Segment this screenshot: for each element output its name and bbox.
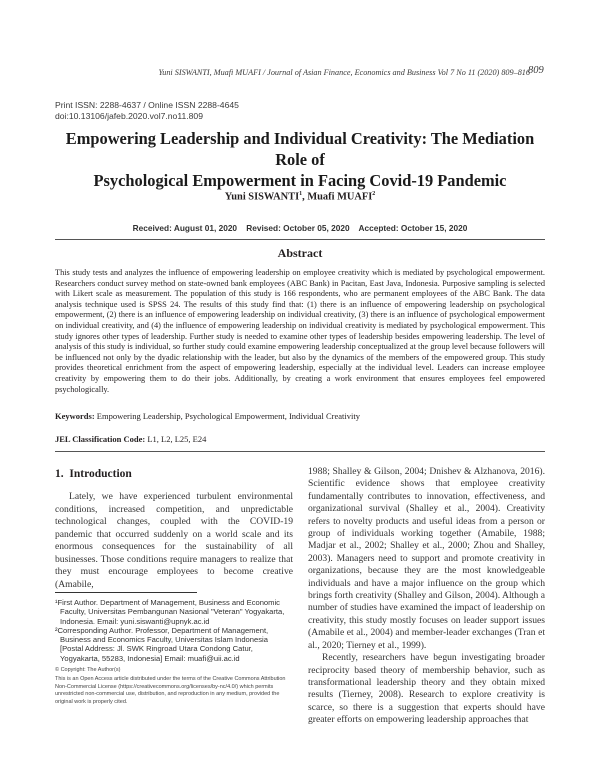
author-separator: , xyxy=(302,191,308,203)
title-line-2: Psychological Empowerment in Facing Covid-19 Pandemic xyxy=(93,171,507,190)
intro-left-text: Lately, we have experienced turbulent environmental conditions, increased competition, and unpredictable technological changes, coupled with the COVID-19 pandemic that occurred suddenly on a world scale and its enormous consequences for the sustainability of all businesses. Those conditions require managers to realize that they must encourage employees to become creative (Amabile, xyxy=(55,491,293,590)
abstract-top-rule xyxy=(55,239,545,240)
keywords-label: Keywords: xyxy=(55,411,95,421)
footnote-2-rest: Business and Economics Faculty, Universitas Islam Indonesia [Postal Address: Jl. SWK Ringroad Utara Condong Catur, Yogyakarta, 55283, Indonesia] Email: muafi@uii.ac.id xyxy=(60,635,268,663)
intro-right-paragraph-1: 1988; Shalley & Gilson, 2004; Dnishev & Alzhanova, 2016). Scientific evidence shows that employee creativity fundamentally contributes to innovation, effectiveness, and organizational survival (Shalley et al., 2004). Creativity refers to novelty products and useful ideas from a person or group of individuals working together (Amabile, 1988; Madjar et al., 2002; Shalley et al., 2000; Zhou and Shalley, 2003). Managers need to support and promote creativity in organizations, because they are the most knowledgeable individuals and have a major influence on the group which brings forth creativity (Shalley and Gilson, 2004). Although a number of studies have examined the impact of leadership on creativity, this study mostly focuses on leader support issues (Amabile et al., 2004) and member-leader exchanges (Tran et al., 2020; Tierney et al., 1999). xyxy=(308,466,545,651)
footnote-2-first-line: ²Corresponding Author. Professor, Department of Management, xyxy=(55,625,269,635)
author-2: Muafi MUAFI xyxy=(307,191,373,203)
footnote-1-rest: Faculty, Universitas Pembangunan Nasional "Veteran" Yogyakarta, Indonesia. Email: yuni.siswanti@upnyk.ac.id xyxy=(60,607,285,626)
abstract-body: This study tests and analyzes the influence of empowering leadership on employee creativity which is mediated by psychological empowerment. Researchers conduct survey method on state-owned bank employees (ABC Bank) in Pacitan, East Java, Indonesia. Purposive sampling is selected with Likert scale as measurement. The population of this study is 166 respondents, who are permanent employees of the ABC Bank. The data analysis technique used is SPSS 24. The results of this study find that: (1) there is an influence of empowering leadership on psychological empowerment, (2) there is an influence of empowering leadership on individual creativity, (3) there is an influence of psychological empowerment on individual creativity, and (4) the influence of empowering leadership on individual creativity is mediated by psychological empowerment. This study ignores other types of leadership. Further study is needed to examine other types of leadership besides empowering leadership. The level of analysis of this study is individual, so further study could examine empowering leadership conceptualized at the group level because followers will be influenced not only by the dyadic relationship with the leader, but also by the dynamics of the members of the empowered group. This study provides theoretical enrichment from the aspect of empowering leadership, especially at the individual level. Leaders can increase employee creativity by empowering them to do their jobs. Additionally, by creating a work environment that ensures employees feel empowered psychologically. xyxy=(55,268,545,394)
title-line-1: Empowering Leadership and Individual Creativity: The Mediation Role of xyxy=(65,129,535,169)
abstract-bottom-rule xyxy=(55,451,545,452)
copyright-notice xyxy=(55,667,293,706)
author-1: Yuni SISWANTI xyxy=(224,191,300,203)
doi-line: doi:10.13106/jafeb.2020.vol7.no11.809 xyxy=(55,111,203,121)
jel-label: JEL Classification Code: xyxy=(55,434,146,444)
footnotes xyxy=(55,598,293,663)
footnote-2 xyxy=(55,626,293,663)
copyright-line: © Copyright: The Author(s) xyxy=(55,667,121,673)
license-text: This is an Open Access article distributed under the terms of the Creative Commons Attribution Non-Commercial License (https://creativecommons.org/licenses/by-nc/4.0/) which permits unrestricted non-commercial use, distribution, and reproduction in any medium, provided the original work is properly cited. xyxy=(55,676,286,705)
author-list xyxy=(50,191,550,202)
footnote-1 xyxy=(55,598,293,626)
abstract-heading: Abstract xyxy=(277,246,323,260)
author-2-affiliation-mark: 2 xyxy=(372,191,376,197)
footnote-1-first-line: ¹First Author. Department of Management, Business and Economic xyxy=(55,598,280,607)
intro-right-paragraph-2 xyxy=(308,652,545,726)
intro-right-column xyxy=(308,466,545,727)
page-number: 809 xyxy=(528,65,544,76)
paper-title xyxy=(50,128,550,191)
keywords-text: Empowering Leadership, Psychological Empowerment, Individual Creativity xyxy=(94,411,360,421)
intro-left-paragraph xyxy=(55,491,293,591)
intro-right-paragraph-2-text: Recently, researchers have begun investigating broader reciprocity based theory of membership behavior, such as transformational leadership theory and they obtain mixed results (Tierney, 2008). Research to explore creativity is scarce, so there is a suggestion that experts should have greater efforts on empowering leadership approaches that xyxy=(308,652,545,726)
keywords xyxy=(55,411,545,421)
jel-text: L1, L2, L25, E24 xyxy=(145,434,207,444)
running-header: Yuni SISWANTI, Muafi MUAFI / Journal of Asian Finance, Economics and Business Vol 7 No 11 (2020) 809–816 xyxy=(158,68,530,77)
issn-block xyxy=(55,100,239,122)
issn-line: Print ISSN: 2288-4637 / Online ISSN 2288-4645 xyxy=(55,100,239,110)
section-heading-introduction: 1. Introduction xyxy=(55,468,132,480)
author-1-affiliation-mark: 1 xyxy=(299,191,303,197)
jel-codes xyxy=(55,434,545,444)
submission-dates: Received: August 01, 2020 Revised: October 05, 2020 Accepted: October 15, 2020 xyxy=(132,223,468,233)
footnote-rule xyxy=(55,592,197,593)
